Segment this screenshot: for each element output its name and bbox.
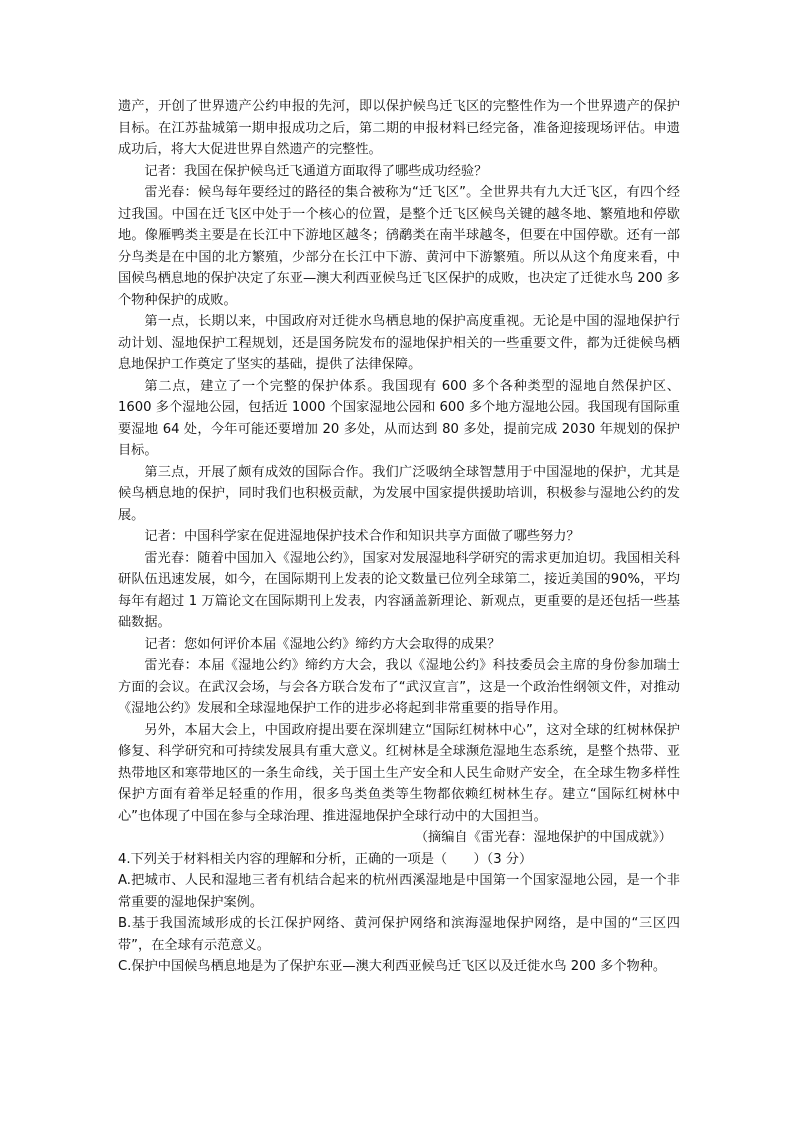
answer-convention: 雷光春：本届《湿地公约》缔约方大会，我以《湿地公约》科技委员会主席的身份参加瑞士方面的会议。在武汉会场，与会各方联合发布了“武汉宣言”，这是一个政治性纲领文件，对推动《湿地公约》发展和全球湿地保护工作的进步必将起到非常重要的指导作用。 [118, 658, 680, 716]
reporter-question-2: 记者：中国科学家在促进湿地保护技术合作和知识共享方面做了哪些努力？ [144, 529, 580, 544]
question-stem: 4.下列关于材料相关内容的理解和分析，正确的一项是（ ）（3 分） [118, 851, 533, 867]
paragraph-heritage: 遗产，开创了世界遗产公约申报的先河，即以保护候鸟迁飞区的完整性作为一个世界遗产的保护目标。在江苏盐城第一期申报成功之后，第二期的申报材料已经完备，准备迎接现场评估。申遗成功后，将大大促进世界自然遗产的完整性。 [118, 99, 680, 157]
article-source: （摘编自《雷光春：湿地保护的中国成就》） [414, 830, 672, 845]
document-body [118, 96, 680, 978]
answer-flyway: 雷光春：候鸟每年要经过的路径的集合被称为“迁飞区”。全世界共有九大迁飞区，有四个经过我国。中国在迁飞区中处于一个核心的位置，是整个迁飞区候鸟关键的越冬地、繁殖地和停歇地。像雁鸭类主要是在长江中下游地区越冬；鸻鹬类在南半球越冬，但要在中国停歇。还有一部分鸟类是在中国的北方繁殖，少部分在长江中下游、黄河中下游繁殖。所以从这个角度来看，中国候鸟栖息地的保护决定了东亚—澳大利西亚候鸟迁飞区保护的成败，也决定了迁徙水鸟 200 多个物种保护的成败。 [118, 185, 680, 308]
answer-research: 雷光春：随着中国加入《湿地公约》，国家对发展湿地科学研究的需求更加迫切。我国相关科研队伍迅速发展，如今，在国际期刊上发表的论文数量已位列全球第二，接近美国的90%，平均每年有超过 1 万篇论文在国际期刊上发表，内容涵盖新理论、新观点，更重要的是还包括一些基础数据。 [118, 550, 680, 630]
point-one: 第一点，长期以来，中国政府对迁徙水鸟栖息地的保护高度重视。无论是中国的湿地保护行动计划、湿地保护工程规划，还是国务院发布的湿地保护相关的一些重要文件，都为迁徙候鸟栖息地保护工作奠定了坚实的基础，提供了法律保障。 [118, 314, 680, 372]
reporter-question-1: 记者：我国在保护候鸟迁飞通道方面取得了哪些成功经验？ [144, 163, 488, 179]
option-b: B.基于我国流域形成的长江保护网络、黄河保护网络和滨海湿地保护网络，是中国的“三区四带”，在全球有示范意义。 [118, 916, 680, 953]
point-three: 第三点，开展了颇有成效的国际合作。我们广泛吸纳全球智慧用于中国湿地的保护，尤其是候鸟栖息地的保护，同时我们也积极贡献，为发展中国家提供援助培训，积极参与湿地公约的发展。 [118, 464, 680, 523]
reporter-question-3: 记者：您如何评价本届《湿地公约》缔约方大会取得的成果？ [144, 636, 501, 652]
option-a: A.把城市、人民和湿地三者有机结合起来的杭州西溪湿地是中国第一个国家湿地公园，是一个非常重要的湿地保护案例。 [118, 873, 680, 910]
point-two: 第二点，建立了一个完整的保护体系。我国现有 600 多个各种类型的湿地自然保护区、1600 多个湿地公园，包括近 1000 个国家湿地公园和 600 多个地方湿地公园。我国现有国际重要湿地 64 处，今年可能还要增加 20 多处，从而达到 80 多处，提前完成 2030 年规划的保护目标。 [118, 378, 680, 458]
option-c: C.保护中国候鸟栖息地是为了保护东亚—澳大利西亚候鸟迁飞区以及迁徙水鸟 200 多个物种。 [118, 959, 667, 974]
paragraph-mangrove: 另外，本届大会上，中国政府提出要在深圳建立“国际红树林中心”，这对全球的红树林保护修复、科学研究和可持续发展具有重大意义。红树林是全球濒危湿地生态系统，是整个热带、亚热带地区和寒带地区的一条生命线，关于国土生产安全和人民生命财产安全，在全球生物多样性保护方面有着举足轻重的作用，很多鸟类鱼类等生物都依赖红树林生存。建立“国际红树林中心”也体现了中国在参与全球治理、推进湿地保护全球行动中的大国担当。 [118, 722, 680, 824]
